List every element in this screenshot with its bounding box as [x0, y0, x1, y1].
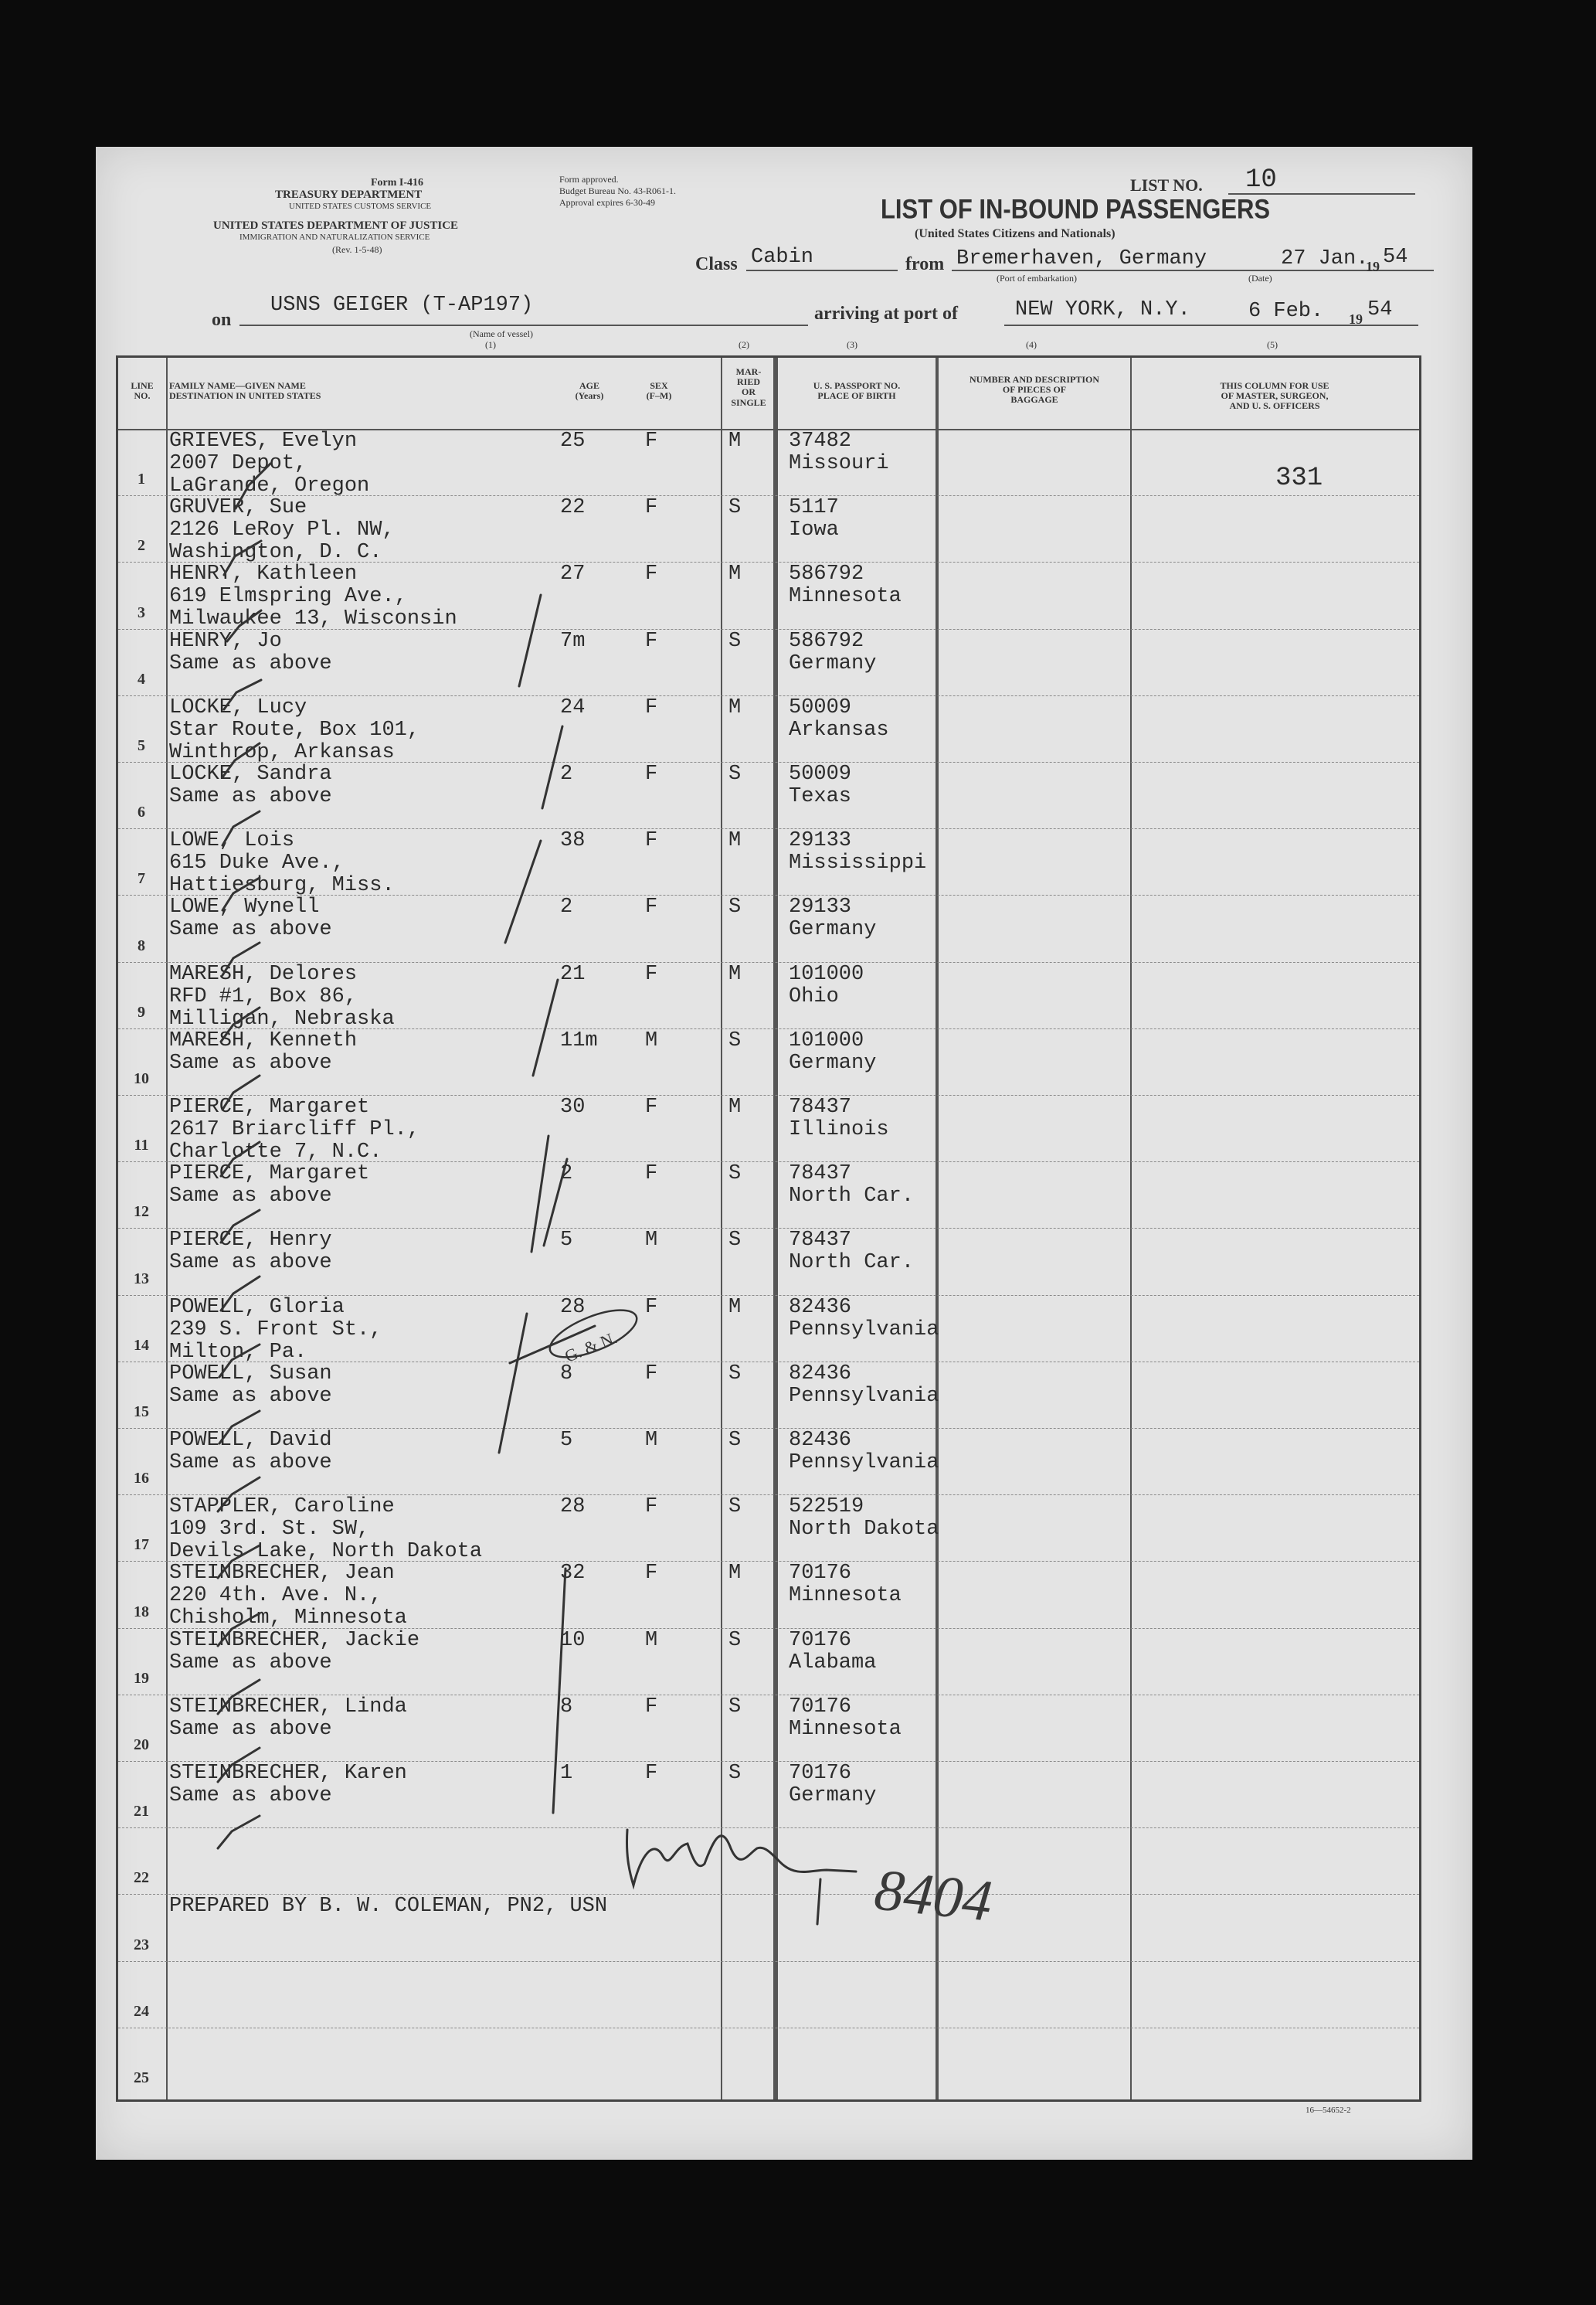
line-number: 23	[134, 1936, 149, 1953]
arrival-year: 54	[1367, 298, 1393, 321]
line-number: 3	[138, 603, 145, 621]
passenger-age: 22	[560, 496, 586, 520]
passenger-destination: RFD #1, Box 86, Milligan, Nebraska	[169, 984, 395, 1031]
line-number: 1	[138, 471, 145, 488]
place-of-birth: Alabama	[789, 1651, 877, 1674]
passenger-destination: 220 4th. Ave. N., Chisholm, Minnesota	[169, 1584, 407, 1630]
arrival-date: 6 Feb.	[1248, 300, 1324, 323]
from-label: from	[905, 254, 945, 274]
passport-number: 101000	[789, 1028, 864, 1052]
embarkation-year: 54	[1383, 246, 1408, 269]
header-sex: SEX (F–M)	[646, 380, 672, 402]
passport-number: 50009	[789, 763, 852, 786]
header-name: FAMILY NAME—GIVEN NAME DESTINATION IN UNITED STATES	[169, 380, 321, 402]
col-num-3: (3)	[847, 339, 857, 350]
passport-number: 82436	[789, 1295, 852, 1319]
passenger-sex: F	[645, 695, 658, 719]
passport-number: 101000	[789, 962, 864, 986]
handwritten-number: 8404	[871, 1857, 996, 1934]
place-of-birth: Illinois	[789, 1118, 889, 1141]
header-baggage: NUMBER AND DESCRIPTION OF PIECES OF BAGGAGE	[969, 374, 1100, 406]
place-of-birth: North Dakota	[789, 1518, 939, 1542]
passenger-sex: F	[645, 1695, 658, 1719]
place-of-birth: Germany	[789, 918, 877, 942]
passport-number: 37482	[789, 430, 852, 453]
col-num-1: (1)	[485, 339, 496, 350]
passenger-marital-status: M	[728, 563, 742, 586]
immigration-service: IMMIGRATION AND NATURALIZATION SERVICE	[239, 233, 430, 242]
passenger-destination: 619 Elmspring Ave., Milwaukee 13, Wisconsin	[169, 585, 457, 631]
header-officers: THIS COLUMN FOR USE OF MASTER, SURGEON, AND U. S. OFFICERS	[1220, 380, 1329, 412]
passenger-name: PIERCE, Henry	[169, 1229, 332, 1253]
place-of-birth: North Car.	[789, 1251, 915, 1275]
place-of-birth: Pennsylvania	[789, 1451, 939, 1474]
place-of-birth: Ohio	[789, 984, 839, 1008]
passenger-destination: Same as above	[169, 1451, 332, 1474]
passport-number: 586792	[789, 629, 864, 653]
passenger-destination: 2617 Briarcliff Pl., Charlotte 7, N.C.	[169, 1118, 420, 1164]
passenger-age: 30	[560, 1096, 586, 1119]
line-number: 11	[134, 1137, 149, 1154]
passenger-sex: F	[645, 896, 658, 920]
passenger-name: STEINBRECHER, Jean	[169, 1562, 395, 1586]
passenger-marital-status: S	[728, 1628, 742, 1652]
passenger-marital-status: S	[728, 1229, 742, 1253]
passport-number: 586792	[789, 563, 864, 586]
col-num-2: (2)	[739, 339, 749, 350]
passenger-destination: Same as above	[169, 1185, 332, 1209]
passenger-marital-status: S	[728, 1695, 742, 1719]
passenger-marital-status: M	[728, 962, 742, 986]
customs-service: UNITED STATES CUSTOMS SERVICE	[289, 202, 432, 211]
form-approved: Form approved.	[559, 174, 619, 185]
passenger-sex: F	[645, 1295, 658, 1319]
passenger-age: 11m	[560, 1028, 598, 1052]
passport-number: 70176	[789, 1628, 852, 1652]
place-of-birth: North Car.	[789, 1185, 915, 1209]
line-number: 5	[138, 737, 145, 754]
list-no-value: 10	[1245, 165, 1277, 195]
port-caption: (Port of embarkation)	[997, 273, 1077, 284]
passenger-sex: F	[645, 829, 658, 853]
passenger-sex: F	[645, 1562, 658, 1586]
line-number: 21	[134, 1803, 149, 1821]
revision-date: (Rev. 1-5-48)	[332, 244, 382, 255]
passenger-age: 2	[560, 896, 573, 920]
col-num-4: (4)	[1026, 339, 1037, 350]
prepared-by: PREPARED BY B. W. COLEMAN, PN2, USN	[169, 1895, 608, 1918]
justice-dept: UNITED STATES DEPARTMENT OF JUSTICE	[213, 219, 459, 232]
line-number: 8	[138, 937, 145, 954]
passenger-age: 21	[560, 962, 586, 986]
footer-code: 16—54652-2	[1306, 2106, 1351, 2115]
line-number: 16	[134, 1470, 149, 1487]
line-number: 6	[138, 804, 145, 821]
passenger-name: STEINBRECHER, Jackie	[169, 1628, 420, 1652]
arrival-port: NEW YORK, N.Y.	[1015, 298, 1190, 321]
passenger-sex: F	[645, 629, 658, 653]
passenger-marital-status: S	[728, 1162, 742, 1186]
passenger-destination: Same as above	[169, 651, 332, 675]
passport-number: 78437	[789, 1229, 852, 1253]
line-number: 10	[134, 1070, 149, 1087]
passenger-age: 32	[560, 1562, 586, 1586]
passenger-age: 24	[560, 695, 586, 719]
passenger-age: 27	[560, 563, 586, 586]
passenger-destination: 109 3rd. St. SW, Devils Lake, North Dakota	[169, 1518, 483, 1564]
passenger-age: 5	[560, 1429, 573, 1452]
passenger-destination: Same as above	[169, 1784, 332, 1807]
passenger-sex: F	[645, 430, 658, 453]
treasury-dept: TREASURY DEPARTMENT	[275, 189, 423, 201]
vessel-name: USNS GEIGER (T-AP197)	[270, 294, 534, 317]
line-number: 22	[134, 1869, 149, 1887]
passenger-name: POWELL, Susan	[169, 1362, 332, 1385]
passenger-marital-status: M	[728, 430, 742, 453]
passenger-marital-status: M	[728, 695, 742, 719]
header-age: AGE (Years)	[575, 380, 604, 402]
passenger-destination: Same as above	[169, 1651, 332, 1674]
officer-note: 331	[1275, 464, 1323, 493]
passenger-sex: F	[645, 1495, 658, 1519]
passenger-name: LOCKE, Lucy	[169, 695, 307, 719]
passenger-marital-status: M	[728, 1295, 742, 1319]
passenger-sex: M	[645, 1429, 658, 1452]
header-married: MAR- RIED OR SINGLE	[731, 366, 766, 408]
passenger-destination: Same as above	[169, 1717, 332, 1741]
passenger-destination: Same as above	[169, 1051, 332, 1075]
place-of-birth: Arkansas	[789, 718, 889, 742]
passenger-name: POWELL, Gloria	[169, 1295, 345, 1319]
place-of-birth: Germany	[789, 1051, 877, 1075]
passenger-name: STEINBRECHER, Karen	[169, 1762, 407, 1785]
passenger-sex: F	[645, 763, 658, 786]
passenger-name: MARESH, Delores	[169, 962, 358, 986]
passenger-sex: F	[645, 1162, 658, 1186]
passport-number: 70176	[789, 1695, 852, 1719]
vessel-caption: (Name of vessel)	[470, 328, 533, 339]
passport-number: 29133	[789, 896, 852, 920]
place-of-birth: Minnesota	[789, 585, 902, 609]
passenger-age: 7m	[560, 629, 586, 653]
passport-number: 82436	[789, 1429, 852, 1452]
passenger-marital-status: S	[728, 629, 742, 653]
passenger-age: 8	[560, 1362, 573, 1385]
place-of-birth: Pennsylvania	[789, 1384, 939, 1408]
col-num-5: (5)	[1267, 339, 1278, 350]
passenger-sex: F	[645, 962, 658, 986]
passenger-destination: 2126 LeRoy Pl. NW, Washington, D. C.	[169, 518, 395, 565]
passport-number: 78437	[789, 1162, 852, 1186]
passport-number: 522519	[789, 1495, 864, 1519]
passenger-marital-status: M	[728, 829, 742, 853]
line-number: 25	[134, 2069, 149, 2086]
passport-number: 70176	[789, 1762, 852, 1785]
passenger-table	[116, 355, 1421, 2102]
passenger-name: LOCKE, Sandra	[169, 763, 332, 786]
passenger-age: 28	[560, 1295, 586, 1319]
line-number: 4	[138, 670, 145, 688]
embarkation-date: 27 Jan.	[1281, 247, 1369, 270]
passenger-marital-status: S	[728, 1362, 742, 1385]
passport-number: 78437	[789, 1096, 852, 1119]
header-passport: U. S. PASSPORT NO. PLACE OF BIRTH	[813, 380, 901, 402]
place-of-birth: Minnesota	[789, 1717, 902, 1741]
date-caption: (Date)	[1248, 273, 1272, 284]
line-number: 17	[134, 1536, 149, 1554]
passenger-name: HENRY, Kathleen	[169, 563, 358, 586]
embarkation-port: Bremerhaven, Germany	[956, 247, 1207, 270]
class-value: Cabin	[751, 246, 814, 269]
place-of-birth: Mississippi	[789, 852, 927, 875]
passport-number: 5117	[789, 496, 839, 520]
passenger-name: LOWE, Wynell	[169, 896, 320, 920]
passenger-destination: Same as above	[169, 918, 332, 942]
line-number: 12	[134, 1203, 149, 1221]
passport-number: 70176	[789, 1562, 852, 1586]
passenger-name: HENRY, Jo	[169, 629, 282, 653]
passport-number: 29133	[789, 829, 852, 853]
line-number: 15	[134, 1403, 149, 1420]
place-of-birth: Germany	[789, 651, 877, 675]
passenger-sex: F	[645, 496, 658, 520]
passenger-name: STAPPLER, Caroline	[169, 1495, 395, 1519]
place-of-birth: Minnesota	[789, 1584, 902, 1608]
passenger-name: MARESH, Kenneth	[169, 1028, 358, 1052]
passenger-age: 2	[560, 1162, 573, 1186]
arriving-label: arriving at port of	[814, 304, 958, 324]
budget-bureau: Budget Bureau No. 43-R061-1.	[559, 185, 676, 196]
line-number: 9	[138, 1003, 145, 1021]
line-number: 14	[134, 1336, 149, 1354]
passport-number: 82436	[789, 1362, 852, 1385]
place-of-birth: Missouri	[789, 452, 889, 475]
page-title: LIST OF IN-BOUND PASSENGERS	[881, 193, 1271, 225]
passenger-sex: M	[645, 1229, 658, 1253]
passenger-marital-status: S	[728, 896, 742, 920]
passenger-destination: Same as above	[169, 1384, 332, 1408]
passenger-marital-status: S	[728, 1495, 742, 1519]
passenger-sex: F	[645, 1096, 658, 1119]
line-number: 2	[138, 537, 145, 555]
year-prefix: 19	[1366, 259, 1380, 274]
passport-number: 50009	[789, 695, 852, 719]
line-number: 20	[134, 1736, 149, 1753]
passenger-name: PIERCE, Margaret	[169, 1096, 370, 1119]
approval-expires: Approval expires 6-30-49	[559, 197, 655, 208]
passenger-destination: Same as above	[169, 1251, 332, 1275]
class-label: Class	[695, 254, 738, 274]
line-number: 7	[138, 870, 145, 888]
passenger-destination: 2007 Depot, LaGrande, Oregon	[169, 452, 370, 498]
place-of-birth: Texas	[789, 785, 852, 808]
year-prefix: 19	[1349, 311, 1363, 327]
passenger-name: POWELL, David	[169, 1429, 332, 1452]
passenger-marital-status: S	[728, 763, 742, 786]
passenger-age: 25	[560, 430, 586, 453]
passenger-destination: 239 S. Front St., Milton, Pa.	[169, 1317, 382, 1364]
line-number: 24	[134, 2002, 149, 2020]
passenger-age: 28	[560, 1495, 586, 1519]
place-of-birth: Pennsylvania	[789, 1317, 939, 1341]
passenger-sex: F	[645, 563, 658, 586]
on-label: on	[212, 310, 232, 330]
passenger-sex: M	[645, 1028, 658, 1052]
place-of-birth: Germany	[789, 1784, 877, 1807]
passenger-age: 38	[560, 829, 586, 853]
form-number: Form I-416	[371, 177, 424, 189]
passenger-sex: F	[645, 1762, 658, 1785]
passenger-sex: M	[645, 1628, 658, 1652]
line-number: 19	[134, 1669, 149, 1687]
passenger-age: 1	[560, 1762, 573, 1785]
passenger-age: 5	[560, 1229, 573, 1253]
passenger-destination: 615 Duke Ave., Hattiesburg, Miss.	[169, 852, 395, 898]
stamp-text: G. & N.	[562, 1328, 620, 1366]
passenger-destination: Same as above	[169, 785, 332, 808]
place-of-birth: Iowa	[789, 518, 839, 542]
passenger-marital-status: S	[728, 1762, 742, 1785]
passenger-name: PIERCE, Margaret	[169, 1162, 370, 1186]
passenger-marital-status: S	[728, 1429, 742, 1452]
passenger-name: LOWE, Lois	[169, 829, 295, 853]
passenger-marital-status: S	[728, 1028, 742, 1052]
passenger-age: 8	[560, 1695, 573, 1719]
passenger-name: GRUVER, Sue	[169, 496, 307, 520]
passenger-name: STEINBRECHER, Linda	[169, 1695, 407, 1719]
passenger-age: 10	[560, 1628, 586, 1652]
passenger-marital-status: M	[728, 1096, 742, 1119]
passenger-name: GRIEVES, Evelyn	[169, 430, 358, 453]
line-number: 18	[134, 1603, 149, 1620]
passenger-marital-status: S	[728, 496, 742, 520]
line-number: 13	[134, 1270, 149, 1287]
passenger-age: 2	[560, 763, 573, 786]
passenger-destination: Star Route, Box 101, Winthrop, Arkansas	[169, 718, 420, 764]
passenger-sex: F	[645, 1362, 658, 1385]
header-line-no: LINE NO.	[131, 380, 154, 402]
page-subtitle: (United States Citizens and Nationals)	[915, 227, 1116, 240]
passenger-marital-status: M	[728, 1562, 742, 1586]
list-no-label: LIST NO.	[1130, 175, 1203, 195]
